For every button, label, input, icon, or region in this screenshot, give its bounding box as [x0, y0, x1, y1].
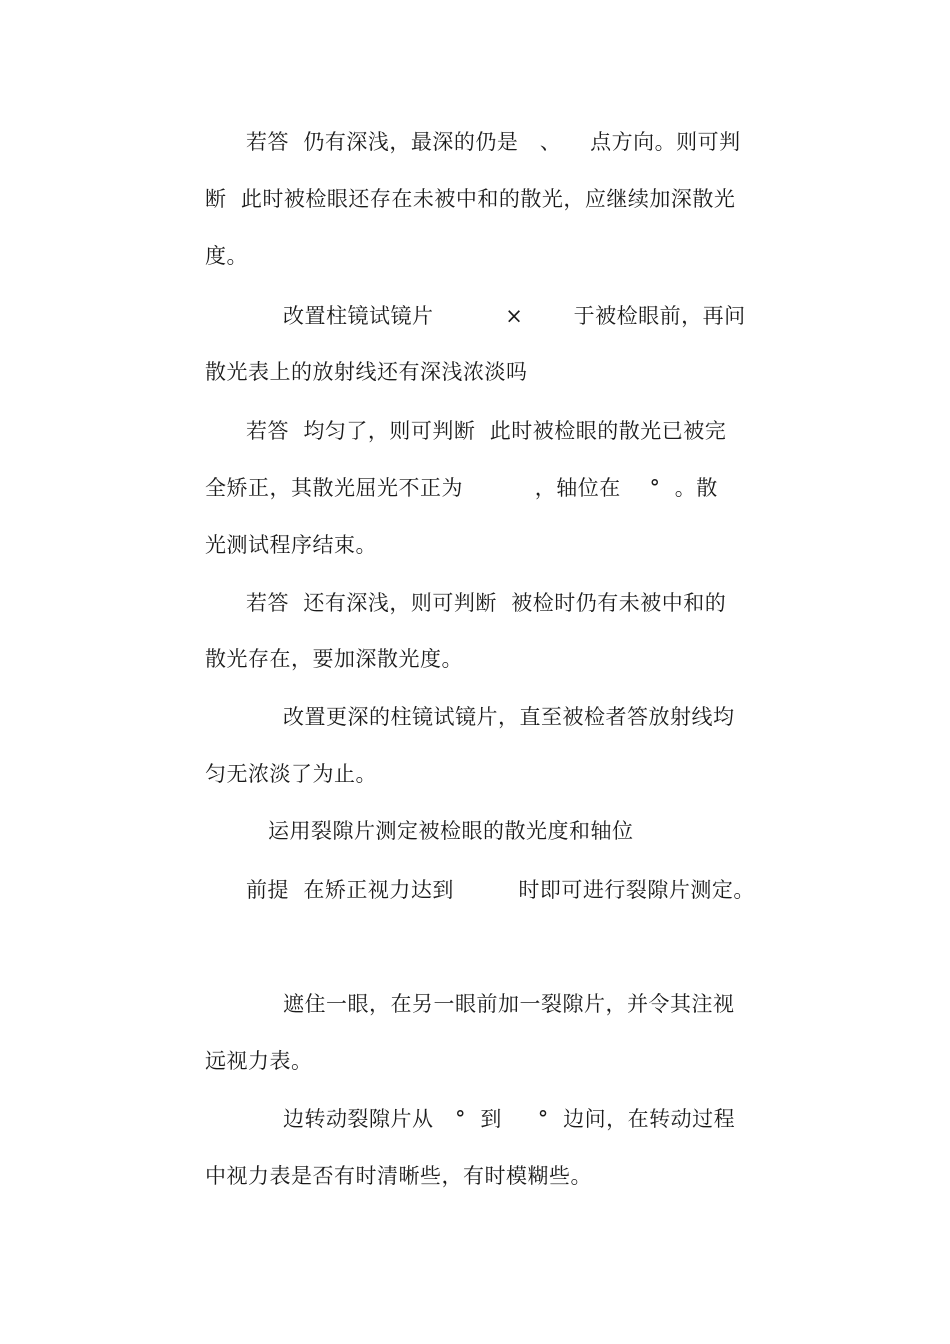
text-line: 匀无浓淡了为止。	[205, 762, 377, 786]
section-heading: 运用裂隙片测定被检眼的散光度和轴位	[268, 819, 634, 843]
text-line: 断 此时被检眼还存在未被中和的散光，应继续加深散光	[205, 187, 736, 211]
text-line: 若答 均匀了，则可判断 此时被检眼的散光已被完	[246, 419, 727, 443]
text-line: 若答 仍有深浅，最深的仍是 、 点方向。则可判	[246, 130, 741, 154]
text-line: 光测试程序结束。	[205, 533, 377, 557]
text-line: 边转动裂隙片从 ° 到 ° 边问，在转动过程	[283, 1107, 736, 1131]
text-line: 全矫正，其散光屈光不正为 ，轴位在 ° 。散	[205, 476, 718, 500]
text-line: 遮住一眼，在另一眼前加一裂隙片，并令其注视	[283, 992, 735, 1016]
text-line: 度。	[205, 244, 248, 268]
text-line: 前提 在矫正视力达到 时即可进行裂隙片测定。	[246, 878, 755, 902]
text-line: 散光存在，要加深散光度。	[205, 647, 463, 671]
text-line: 中视力表是否有时清晰些，有时模糊些。	[205, 1164, 592, 1188]
text-line: 改置柱镜试镜片 × 于被检眼前，再问	[283, 304, 746, 328]
text-line: 若答 还有深浅，则可判断 被检时仍有未被中和的	[246, 591, 727, 615]
text-line: 散光表上的放射线还有深浅浓淡吗	[205, 360, 528, 384]
text-line: 远视力表。	[205, 1049, 313, 1073]
text-line: 改置更深的柱镜试镜片，直至被检者答放射线均	[283, 705, 735, 729]
